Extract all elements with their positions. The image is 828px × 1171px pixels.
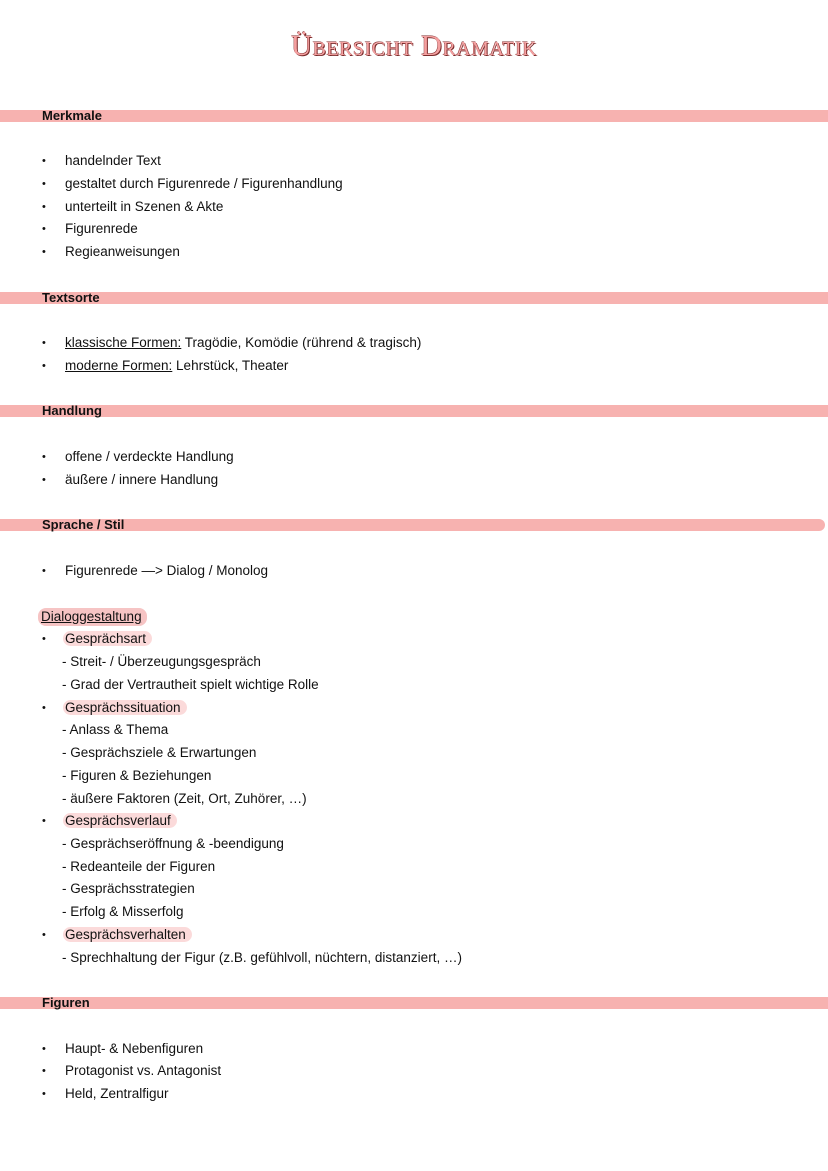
section-heading-handlung: Handlung xyxy=(42,403,102,418)
section-bar-figuren xyxy=(0,997,828,1009)
section-bar-merkmale xyxy=(0,110,828,122)
section-bar-textsorte xyxy=(0,292,828,304)
form-label: moderne Formen: xyxy=(65,358,173,373)
section-heading-sprache: Sprache / Stil xyxy=(42,517,125,532)
section-heading-figuren: Figuren xyxy=(42,995,90,1010)
page-title: Übersicht Dramatik xyxy=(291,30,537,62)
dialog-subheading: Dialoggestaltung xyxy=(38,608,147,626)
section-heading-merkmale: Merkmale xyxy=(42,108,102,123)
section-bar-handlung xyxy=(0,405,828,417)
section-heading-textsorte: Textsorte xyxy=(42,290,100,305)
form-label: klassische Formen: xyxy=(65,335,182,350)
